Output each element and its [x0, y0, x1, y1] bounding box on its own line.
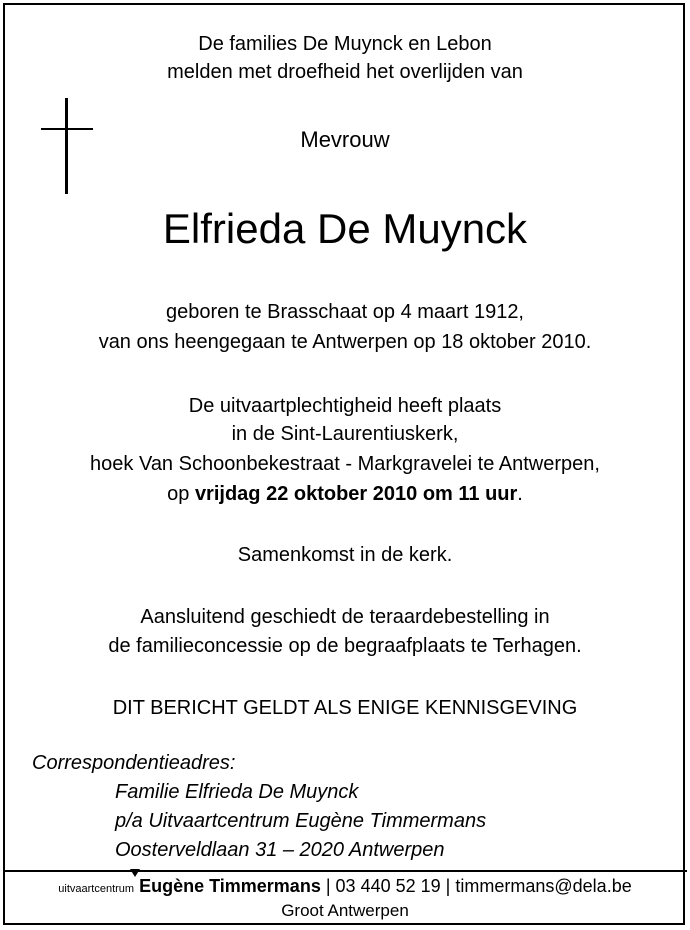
footer-divider — [3, 870, 687, 872]
gathering-line: Samenkomst in de kerk. — [237, 544, 453, 566]
footer-phone: 03 440 52 19 — [335, 876, 441, 896]
ceremony-line-1: De uitvaartplechtigheid heeft plaats — [188, 395, 502, 417]
ceremony-date: vrijdag 22 oktober 2010 om 11 uur — [194, 483, 518, 505]
salutation: Mevrouw — [300, 127, 390, 152]
ceremony-prefix: op — [167, 483, 195, 505]
correspondence-line-3: Oosterveldlaan 31 – 2020 Antwerpen — [115, 839, 445, 861]
intro-line-1: De families De Muynck en Lebon — [198, 33, 492, 55]
official-notice: DIT BERICHT GELDT ALS ENIGE KENNISGEVING — [112, 697, 578, 719]
footer-region: Groot Antwerpen — [281, 901, 409, 920]
ceremony-line-3: hoek Van Schoonbekestraat - Markgravelei te Antwerpen, — [90, 453, 600, 475]
correspondence-label: Correspondentieadres: — [32, 752, 236, 774]
footer-separator-1: | — [325, 876, 331, 896]
correspondence-line-2: p/a Uitvaartcentrum Eugène Timmermans — [115, 810, 487, 832]
funeral-home-footer — [0, 875, 690, 900]
funeral-home-name: Eugène Timmermans — [139, 876, 321, 896]
footer-prefix: uitvaartcentrum — [58, 883, 135, 895]
born-line: geboren te Brasschaat op 4 maart 1912, — [165, 301, 524, 323]
burial-line-1: Aansluitend geschiedt de teraardebestelling in — [140, 606, 550, 628]
ceremony-date-line — [0, 482, 690, 506]
deceased-name: Elfrieda De Muynck — [162, 205, 528, 252]
ceremony-line-2: in de Sint-Laurentiuskerk, — [231, 423, 459, 445]
footer-separator-2: | — [445, 876, 451, 896]
correspondence-line-1: Familie Elfrieda De Muynck — [115, 781, 359, 803]
ceremony-suffix: . — [517, 483, 523, 505]
footer-email: timmermans@dela.be — [455, 876, 632, 896]
intro-line-2: melden met droefheid het overlijden van — [167, 61, 523, 83]
died-line: van ons heengegaan te Antwerpen op 18 oktober 2010. — [98, 331, 592, 353]
burial-line-2: de familieconcessie op de begraafplaats te Terhagen. — [108, 635, 582, 657]
